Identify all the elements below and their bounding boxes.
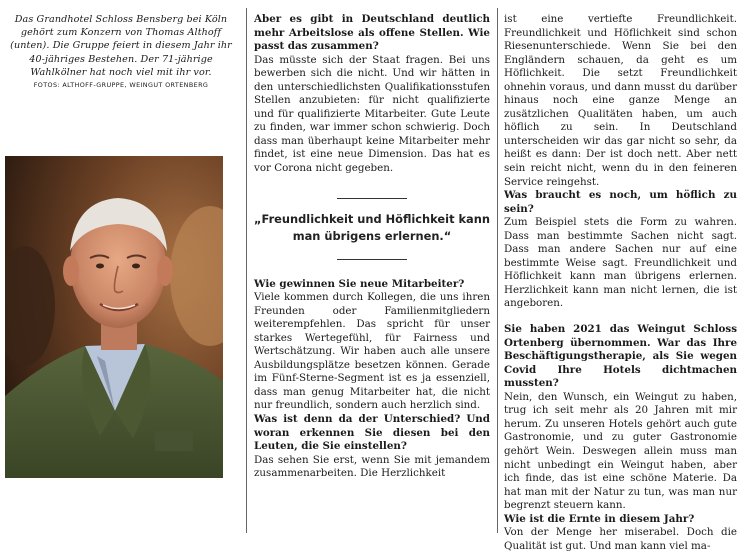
photo-caption: Das Grandhotel Schloss Bensberg bei Köln gehört zum Konzern von Thomas Althoff (unten). Die Gruppe feiert in diesem Jahr ihr 40-jähriges Bestehen. Der 71-jährige Wahlkölner hat noch viel mit ihr vor. (10, 14, 232, 78)
interview-question: Aber es gibt in Deutschland deutlich mehr Arbeitslose als offene Stellen. Wie passt das zusammen? (254, 13, 490, 53)
pull-quote-rule (337, 198, 407, 199)
pull-quote-text: „Freundlichkeit und Höflichkeit kann man übrigens erlernen.“ (254, 211, 490, 243)
left-column (8, 0, 234, 89)
interview-answer: Das sehen Sie erst, wenn Sie mit jemandem zusammenarbeiten. Die Herzlichkeit (254, 453, 490, 480)
pull-quote (254, 198, 490, 260)
interview-answer: ist eine vertiefte Freundlichkeit. Freundlichkeit und Höflichkeit sind schon Riesenunterschiede. Wenn Sie bei den Engländern schauen, da geht es um Höflichkeit. Die setzt Freundlichkeit ohnehin voraus, und dann musst du darüber hinaus noch eine ganze Menge an zusätzlichen Qualitäten haben, um auch höflich zu sein. In Deutschland unterscheiden wir das gar nicht so sehr, da heißt es dann: Der ist doch nett. Aber nett sein reicht nicht, wenn du in den feineren Service reingehst. (504, 13, 737, 188)
interview-question: Was ist denn da der Unterschied? Und woran erkennen Sie diesen bei den Leuten, die Sie einstellen? (254, 413, 490, 453)
interview-question: Sie haben 2021 das Weingut Schloss Ortenberg übernommen. War das Ihre Beschäftigungstherapie, als Sie wegen Covid Ihre Hotels dichtmachen mussten? (504, 323, 737, 390)
portrait-photo (5, 156, 223, 478)
right-column (504, 0, 737, 553)
photo-credit: FOTOS: ALTHOFF-GRUPPE, WEINGUT ORTENBERG (33, 81, 209, 90)
interview-question: Wie ist die Ernte in diesem Jahr? (504, 512, 695, 525)
interview-answer: Nein, den Wunsch, ein Weingut zu haben, trug ich seit mehr als 20 Jahren mit mir herum. Zu unseren Hotels gehört auch gute Gastronomie, und zu guter Gastronomie gehört Wein. Deswegen allein muss man nicht unbedingt ein Weingut haben, aber ich finde, das ist eine schöne Materie. Da hat man mit der Natur zu tun, was man nur begrenzt steuern kann. (504, 390, 737, 512)
interview-question: Was braucht es noch, um höflich zu sein? (504, 189, 737, 215)
column-divider (246, 8, 247, 533)
column-divider (497, 8, 498, 533)
pull-quote-rule (337, 259, 407, 260)
interview-answer: Das müsste sich der Staat fragen. Bei uns bewerben sich die nicht. Und wir hätten in den unterschiedlichsten Qualifikationsstufen Stellen anzubieten: für nicht qualifizierte und für qualifizierte Mitarbeiter. Gute Leute zu finden, war immer schon schwierig. Doch dass man überhaupt keine Mitarbeiter mehr findet, ist eine neue Dimension. Das hat es vor Corona nicht gegeben. (254, 53, 490, 175)
interview-answer: Viele kommen durch Kollegen, die uns ihren Freunden oder Familienmitgliedern weiterempfehlen. Das spricht für unser starkes Wertegefühl, für Fairness und Wertschätzung. Wir haben auch alle unsere Ausbildungsplätze besetzen können. Gerade im Fünf-Sterne-Segment ist es ja essenziell, dass man genug Mitarbeiter hat, die nicht nur freundlich, sondern auch herzlich sind. (254, 291, 490, 412)
interview-answer: Zum Beispiel stets die Form zu wahren. Dass man bestimmte Sachen nicht sagt. Dass man andere Sachen nur auf eine bestimmte Weise sagt. Freundlichkeit und Höflichkeit kann man übrigens erlernen. Herzlichkeit kann man nicht lernen, die ist angeboren. (504, 216, 737, 310)
middle-column (254, 0, 490, 481)
interview-question: Wie gewinnen Sie neue Mitarbeiter? (254, 277, 465, 290)
interview-answer: Von der Menge her miserabel. Doch die Qualität ist gut. Und man kann viel ma- (504, 526, 737, 552)
